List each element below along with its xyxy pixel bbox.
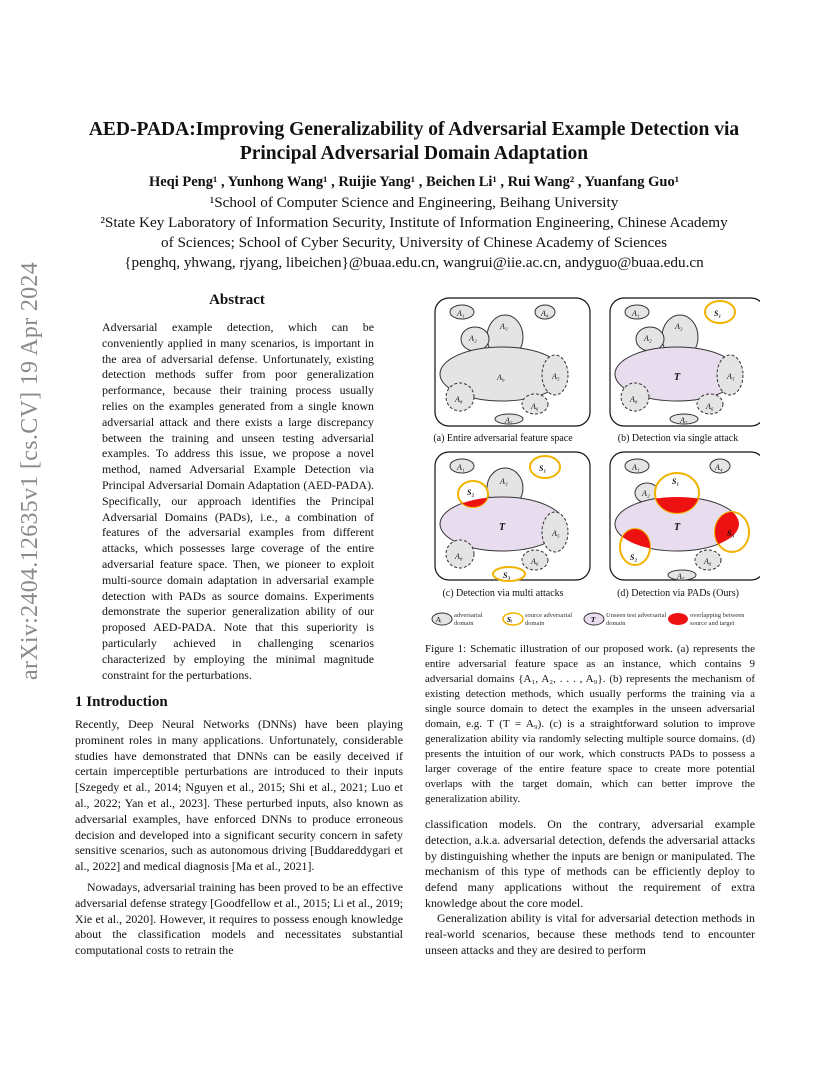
arxiv-identifier: arXiv:2404.12635v1 [cs.CV] 19 Apr 2024 <box>17 261 43 680</box>
section-heading: 1 Introduction <box>75 694 168 710</box>
svg-text:S₃: S₃ <box>727 529 735 538</box>
svg-text:S₁: S₁ <box>539 464 547 473</box>
svg-text:S₃: S₃ <box>503 571 511 580</box>
legend-target-symbol: T <box>591 616 596 624</box>
svg-text:A₂: A₂ <box>642 489 650 498</box>
svg-text:S₁: S₁ <box>714 309 722 318</box>
author-list: Heqi Peng¹ , Yunhong Wang¹ , Ruijie Yang¹ , Beichen Li¹ , Rui Wang² , Yuanfang Guo¹ <box>148 174 680 190</box>
svg-text:A₂: A₂ <box>644 334 652 343</box>
label-a2: A₂ <box>469 334 477 343</box>
abstract-heading: Abstract <box>209 292 265 308</box>
subcaption-b: (b) Detection via single attack <box>617 433 739 444</box>
figure-1-diagram <box>425 292 760 630</box>
abstract-text: Adversarial example detection, which can be conveniently applied in many scenarios, is important in the area of adversarial defense. Unfortunately, existing detection methods suffer from poor generalization performance, because their training process usually relies on the examples generated from a single known adversarial attack and there exists a large discrepancy between the training and unseen testing adversarial examples. To address this issue, we propose a novel method, named Adversarial Example Detection via Principal Adversarial Domain Adaptation (AED-PADA). Specifically, our approach identifies the Principal Adversarial Domains (PADs), i.e., a combination of features of the adversarial examples from different attacks, which possesses large coverage of the entire adversarial feature space. Then, we pioneer to exploit multi-source domain adaptation in adversarial example detection with PADs as source domains. Experiments demonstrate the superior generalization ability of our proposed AED-PADA. Note that this superiority is particularly achieved in challenging scenarios characterized by employing the minimal magnitude constraint for the perturbations. <box>102 320 374 682</box>
author-emails: {penghq, yhwang, rjyang, libeichen}@buaa.edu.cn, wangrui@iie.ac.cn, andyguo@buaa.edu.cn <box>124 254 704 271</box>
title-line-2: Principal Adversarial Domain Adaptation <box>239 143 589 164</box>
label-a3: A₃ <box>500 322 508 331</box>
intro-paragraph-1: Recently, Deep Neural Networks (DNNs) have been playing prominent roles in many applications. Unfortunately, considerable studies have demonstrated that DNNs can be easily deceived if certain imperceptible perturbations are introduced to their inputs [Szegedy et al., 2014; Nguyen et al., 2015; Shi et al., 2021; Luo et al., 2022; Yan et al., 2023]. These perturbed inputs, also known as adversarial examples, have enforced DNNs to produce erroneous decision and developed into a significant security concern in safety sensitive scenarios, such as autonomous driving [Buddareddygari et al., 2022] and medical diagnosis [Ma et al., 2021]. <box>75 717 403 874</box>
right-paragraph-1: classification models. On the contrary, adversarial example detection, a.k.a. adversarial detection, defends the adversarial attacks by distinguishing whether the inputs are benign or manipulated. The mechanism of this type of methods can be efficiently deploy to defend many applications without the requirement of extra knowledge about the core model. <box>425 817 755 910</box>
subcaption-a: (a) Entire adversarial feature space <box>433 433 573 444</box>
legend-overlap-label: overlapping between source and target <box>690 612 745 627</box>
svg-text:T: T <box>499 522 506 533</box>
svg-text:S₂: S₂ <box>467 488 475 497</box>
svg-text:S₁: S₁ <box>672 477 680 486</box>
label-a5: A₅ <box>552 372 560 381</box>
right-paragraph-2: Generalization ability is vital for adversarial detection methods in real-world scenarios, because these methods tend to encounter unseen attacks and they are desired to perform <box>425 911 755 957</box>
svg-text:T: T <box>674 522 681 533</box>
label-a9: A₉ <box>497 373 505 382</box>
svg-text:A₄: A₄ <box>715 463 723 472</box>
label-a7: A₇ <box>505 416 513 425</box>
label-a1: A₁ <box>457 309 465 318</box>
svg-text:A₆: A₆ <box>704 557 712 566</box>
svg-text:A₈: A₈ <box>630 395 638 404</box>
svg-text:A₃: A₃ <box>500 477 508 486</box>
svg-text:A₅: A₅ <box>552 529 560 538</box>
svg-text:A₆: A₆ <box>706 402 714 411</box>
svg-text:A₇: A₇ <box>677 572 685 581</box>
label-a8: A₈ <box>455 395 463 404</box>
svg-text:A₃: A₃ <box>675 322 683 331</box>
svg-text:A₅: A₅ <box>727 372 735 381</box>
svg-text:S₂: S₂ <box>630 553 638 562</box>
legend-domain-symbol: Aᵢ <box>436 616 442 624</box>
affiliation-2: ²State Key Laboratory of Information Security, Institute of Information Engineering, Chinese Academy <box>100 214 728 231</box>
subcaption-d: (d) Detection via PADs (Ours) <box>617 588 739 599</box>
legend-domain-label: adversarial domain <box>454 612 483 627</box>
svg-text:T: T <box>674 372 681 383</box>
paper-title <box>60 118 768 166</box>
figure-1-caption: Figure 1: Schematic illustration of our proposed work. (a) represents the entire adversarial feature space as an instance, which contains 9 adversarial domains {A₁, A₂, . . . , A₉}. (b) represents the mechanism of existing detection methods, which usually performs the training via a single source domain to detect the examples in the unseen adversarial domain, e.g. T (T = A₉). (c) is a straightforward solution to improve generalization ability via randomly selecting multiple source domains. (d) presents the intuition of our work, which constructs PADs to possess a larger coverage of the entire feature space to create more potential overlaps with the target domain, which can better improve the generalization ability. <box>425 643 755 805</box>
intro-paragraph-2: Nowadays, adversarial training has been proved to be an effective adversarial defense strategy [Goodfellow et al., 2015; Li et al., 2019; Xie et al., 2020]. However, it requires to possess enough knowledge about the classification models and necessitates substantial computational costs to retrain the <box>75 880 403 958</box>
affiliation-1: ¹School of Computer Science and Engineering, Beihang University <box>209 194 619 211</box>
svg-text:A₆: A₆ <box>531 557 539 566</box>
svg-text:A₁: A₁ <box>632 463 640 472</box>
label-a6: A₆ <box>531 402 539 411</box>
svg-text:A₁: A₁ <box>632 309 640 318</box>
legend-target-label: Unseen test adversarial domain <box>606 612 667 627</box>
title-line-1: AED-PADA:Improving Generalizability of Adversarial Example Detection via <box>88 119 740 140</box>
legend-source-symbol: Sᵢ <box>507 616 513 624</box>
svg-text:A₈: A₈ <box>455 552 463 561</box>
legend-source-label: source adversarial domain <box>525 612 573 627</box>
subcaption-c: (c) Detection via multi attacks <box>442 588 564 599</box>
affiliation-2-cont: of Sciences; School of Cyber Security, University of Chinese Academy of Sciences <box>161 234 667 251</box>
svg-text:A₁: A₁ <box>457 463 465 472</box>
svg-text:A₇: A₇ <box>680 416 688 425</box>
label-a4: A₄ <box>541 309 549 318</box>
